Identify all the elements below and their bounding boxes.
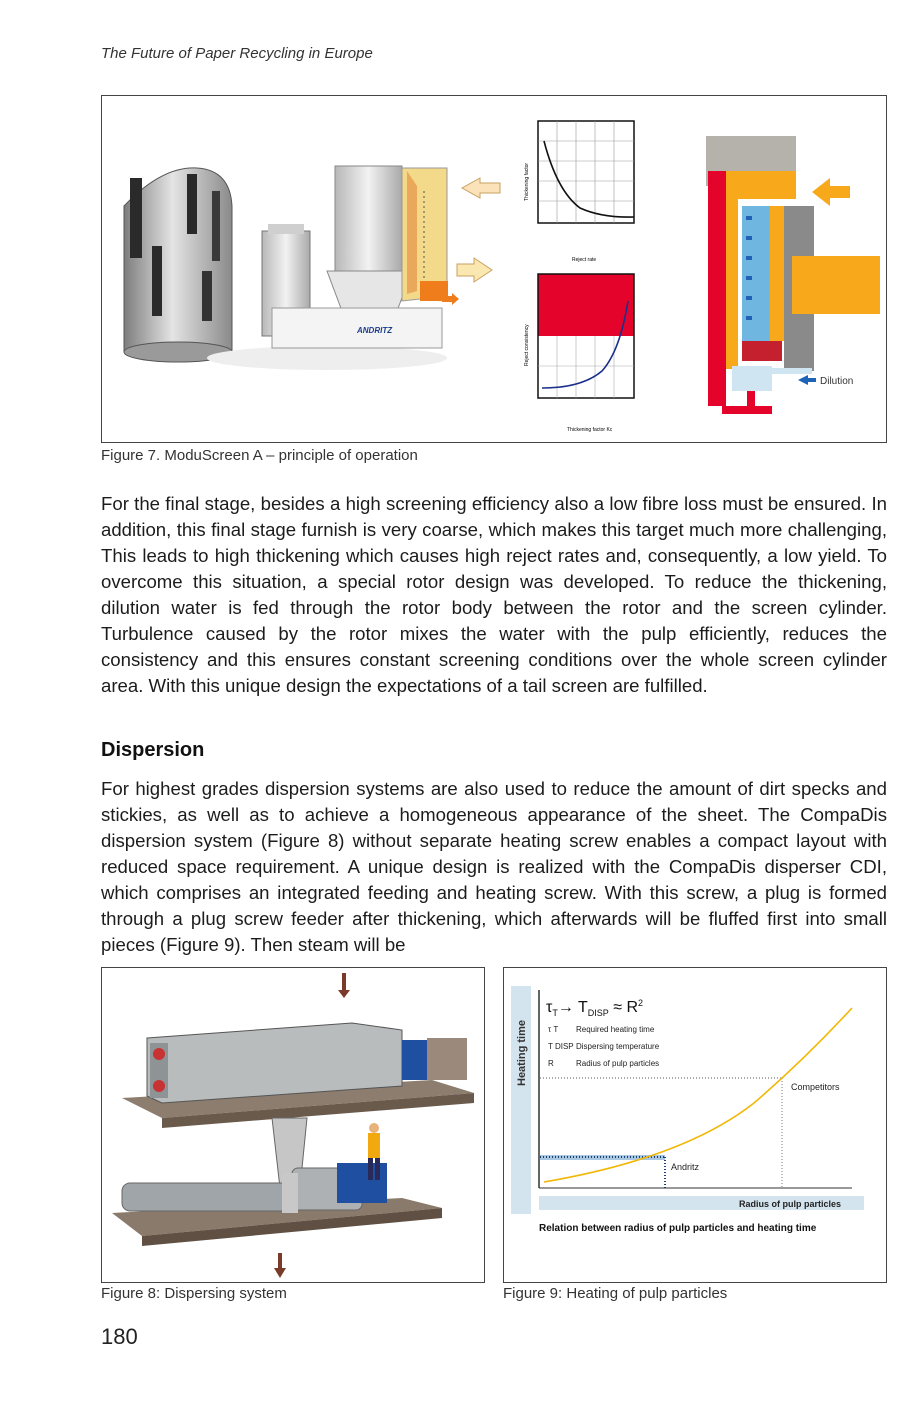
inlet-arrow (462, 178, 500, 198)
page-number: 180 (101, 1324, 138, 1349)
svg-text:R: R (548, 1059, 554, 1068)
thickening-chart (524, 121, 634, 263)
top-chart-xlabel: Reject rate (572, 257, 597, 263)
figure-7-caption: Figure 7. ModuScreen A – principle of operation (101, 447, 418, 464)
x-axis-label: Radius of pulp particles (739, 1199, 842, 1209)
svg-text:Radius of pulp particles: Radius of pulp particles (576, 1059, 660, 1068)
dilution-label: Dilution (820, 376, 854, 387)
screen-cross-section (706, 136, 880, 414)
top-chart-ylabel: Thickening factor (524, 162, 530, 201)
consistency-chart (524, 274, 634, 433)
outlet-arrow (457, 258, 492, 282)
competitors-label: Competitors (791, 1082, 840, 1092)
svg-text:T DISP: T DISP (548, 1042, 574, 1051)
heating-time-chart (504, 968, 886, 1282)
svg-text:τ T: τ T (548, 1025, 559, 1034)
top-arrow (338, 973, 350, 998)
dispersing-system-illustration (102, 968, 484, 1282)
figure-7-illustration (102, 96, 886, 442)
paragraph-dispersion: For highest grades dispersion systems are also used to reduce the amount of dirt specks and stickies, as well as to achieve a homogeneous appearance of the sheet. The CompaDis dispersion system (Figure 8) without separate heating screw enables a compact layout with reduced space requirement. A unique design is realized with the CompaDis disperser CDI, which comprises an integrated feeding and heating screw. With this screw, a plug is formed through a plug screw feeder after thickening, which afterwards will be fluffed first into small pieces (Figure 9). Then steam will be (101, 778, 887, 955)
running-title: The Future of Paper Recycling in Europe (101, 45, 373, 62)
formula: $\tau_T\to T_{DISP} \approx R^2$ (546, 998, 644, 1018)
paragraph-final-stage: For the final stage, besides a high screening efficiency also a low fibre loss must be ensured. In addition, this final stage furnish is very coarse, which makes this target much more challenging, This leads to high thickening which causes high reject rates and, consequently, a low yield. To overcome this situation, a special rotor design was developed. To reduce the thickening, dilution water is fed through the rotor body between the rotor and the screen cylinder. Turbulence caused by the rotor mixes the water with the pulp efficiently, reduces the consistency and this ensures constant screening conditions over the whole screen cylinder area. With this unique design the expectations of a tail screen are fulfilled. (101, 493, 887, 696)
rotor-image (124, 168, 232, 362)
y-axis-label: Heating time (516, 1019, 528, 1086)
figure-9-caption: Figure 9: Heating of pulp particles (503, 1285, 728, 1302)
figure-8-caption: Figure 8: Dispersing system (101, 1285, 287, 1302)
bottom-arrow (274, 1253, 286, 1278)
svg-text:Dispersing temperature: Dispersing temperature (576, 1042, 660, 1051)
moduscreen-machine (207, 166, 448, 370)
figure-7-frame (101, 95, 887, 443)
legend (548, 1025, 660, 1068)
bottom-chart-ylabel: Reject consistency (524, 324, 530, 366)
chart-title: Relation between radius of pulp particles and heating time (539, 1223, 817, 1234)
section-heading-dispersion: Dispersion (101, 739, 205, 761)
bottom-chart-xlabel: Thickening factor Kc (567, 427, 613, 433)
svg-text:Required heating time: Required heating time (576, 1025, 655, 1034)
andritz-logo: ANDRITZ (357, 326, 393, 335)
andritz-label: Andritz (671, 1162, 700, 1172)
figure-8-frame (101, 967, 485, 1283)
figure-9-frame (503, 967, 887, 1283)
